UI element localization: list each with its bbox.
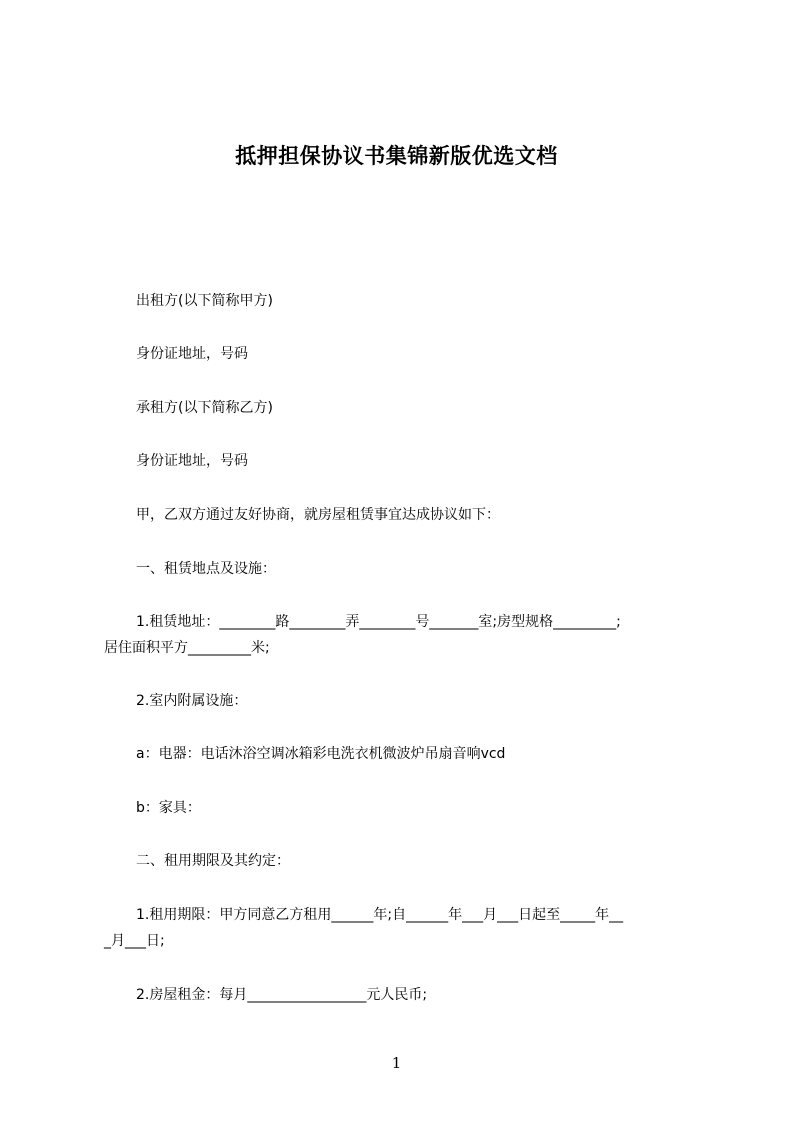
clause-facilities: 2.室内附属设施： (136, 693, 248, 709)
clause-rental-address-cont: 居住面积平方_________米; (104, 640, 270, 656)
section-heading-location: 一、租赁地点及设施： (136, 561, 276, 577)
page-number: 1 (391, 1054, 402, 1072)
clause-appliances: a：电器：电话沐浴空调冰箱彩电洗衣机微波炉吊扇音响vcd (136, 746, 506, 762)
clause-rental-term: 1.租用期限：甲方同意乙方租用______年;自______年___月___日起至_____年__ (136, 907, 624, 923)
clause-furniture: b：家具： (136, 800, 201, 816)
paragraph-lessee-id: 身份证地址，号码 (136, 453, 248, 469)
paragraph-lessor-id: 身份证地址，号码 (136, 346, 248, 362)
clause-rental-address: 1.租赁地址：________路________弄________号_______室;房型规格_________; (136, 614, 621, 630)
paragraph-lessor: 出租方(以下简称甲方) (136, 293, 273, 309)
paragraph-agreement-intro: 甲，乙双方通过友好协商，就房屋租赁事宜达成协议如下： (136, 507, 500, 523)
section-heading-term: 二、租用期限及其约定： (136, 853, 290, 869)
clause-rental-term-cont: _月___日; (104, 933, 165, 949)
paragraph-lessee: 承租方(以下简称乙方) (136, 400, 273, 416)
clause-rent: 2.房屋租金：每月_________________元人民币; (136, 987, 428, 1003)
document-title: 抵押担保协议书集锦新版优选文档 (235, 144, 558, 168)
